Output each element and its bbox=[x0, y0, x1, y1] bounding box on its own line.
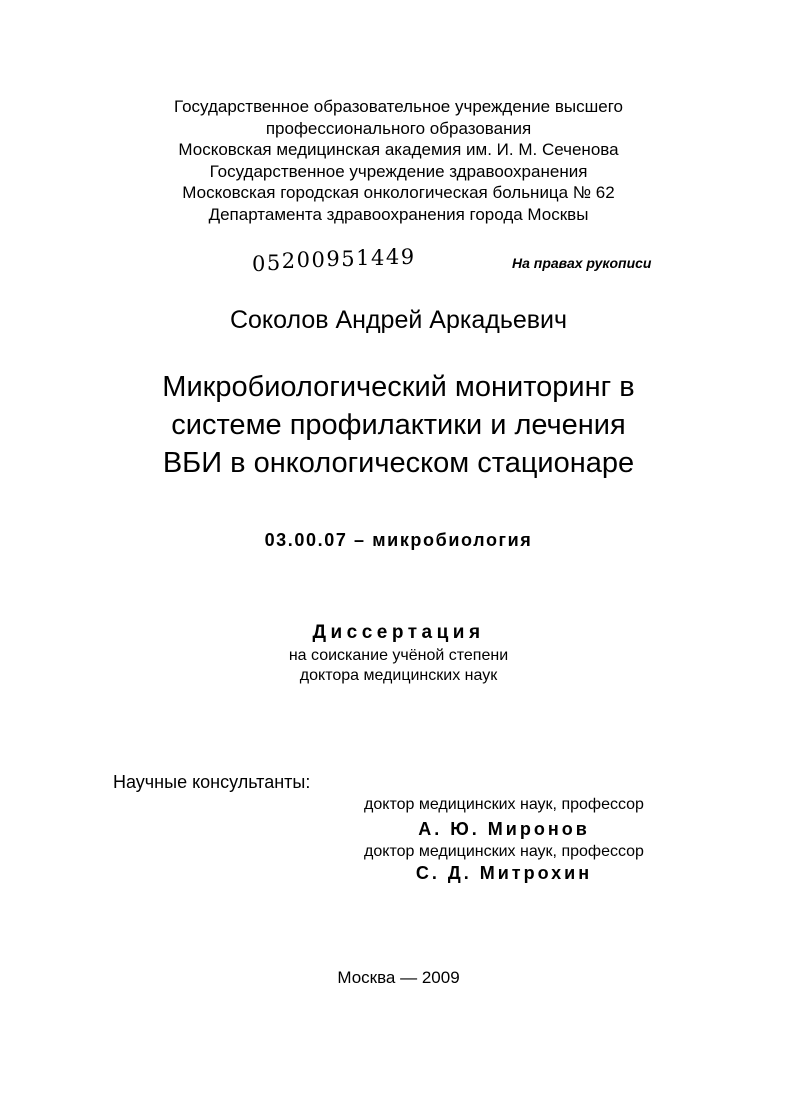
title-line: Микробиологический мониторинг в bbox=[162, 371, 635, 403]
consultant-name: С. Д. Митрохин bbox=[415, 863, 593, 883]
institution-line: Московская медицинская академия им. И. М. Сеченова bbox=[178, 140, 619, 159]
dissertation-title bbox=[0, 368, 797, 482]
institution-line: Государственное учреждение здравоохранения bbox=[209, 161, 588, 181]
dissertation-heading: Диссертация bbox=[312, 622, 485, 643]
institution-line: Московская городская онкологическая больница № 62 bbox=[182, 183, 615, 202]
subtitle-line: на соискание учёной степени bbox=[288, 647, 509, 664]
institution-line: профессионального образования bbox=[265, 118, 532, 138]
title-line: ВБИ в онкологическом стационаре bbox=[162, 447, 635, 479]
institution-line: Департамента здравоохранения города Москвы bbox=[208, 204, 589, 224]
city-year: Москва — 2009 bbox=[337, 968, 460, 987]
institution-block bbox=[0, 96, 797, 225]
subtitle-line: доктора медицинских наук bbox=[299, 667, 498, 684]
institution-line: Государственное образовательное учреждение высшего bbox=[174, 97, 623, 116]
author-name: Соколов Андрей Аркадьевич bbox=[229, 306, 568, 334]
rights-note: На правах рукописи bbox=[512, 255, 652, 271]
consultant-name: А. Ю. Миронов bbox=[418, 819, 590, 839]
consultant-degree: доктор медицинских наук, профессор bbox=[364, 843, 644, 860]
dissertation-subtitle bbox=[0, 646, 797, 686]
specialty-code: 03.00.07 – микробиология bbox=[264, 530, 533, 550]
title-line: системе профилактики и лечения bbox=[171, 409, 626, 441]
stamp-number: 05200951449 bbox=[252, 245, 416, 276]
consultants-label: Научные консультанты: bbox=[113, 772, 311, 792]
consultant-degree: доктор медицинских наук, профессор bbox=[364, 796, 644, 813]
